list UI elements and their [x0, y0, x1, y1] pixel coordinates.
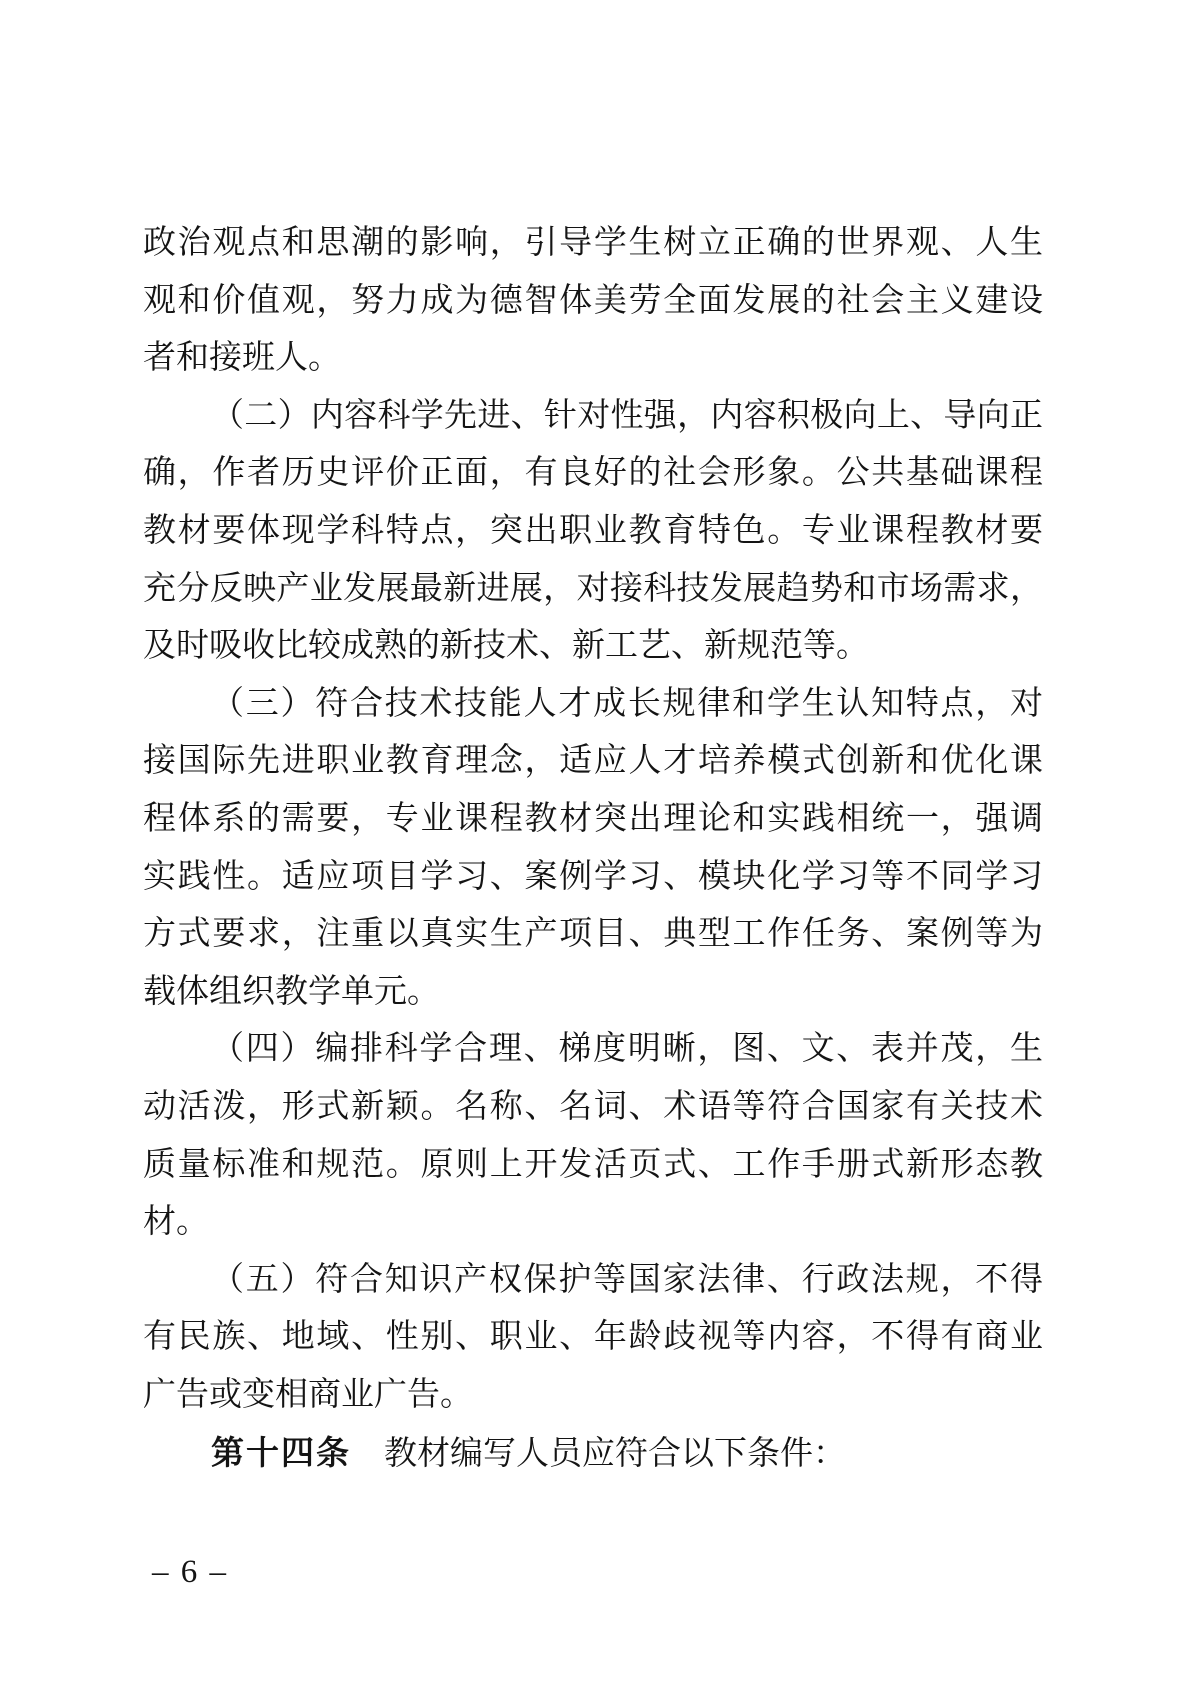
text-line-2: 观和价值观，努力成为德智体美劳全面发展的社会主义建设 [143, 282, 1043, 319]
text-line-19: （五）符合知识产权保护等国家法律、行政法规，不得 [211, 1261, 1043, 1298]
article-text: 教材编写人员应符合以下条件： [351, 1436, 846, 1473]
body-text [143, 215, 1043, 1482]
text-line-13: 方式要求，注重以真实生产项目、典型工作任务、案例等为 [143, 916, 1043, 953]
text-line-5: 确，作者历史评价正面，有良好的社会形象。公共基础课程 [143, 455, 1043, 492]
text-line-20: 有民族、地域、性别、职业、年龄歧视等内容，不得有商业 [143, 1319, 1043, 1356]
text-line-18: 材。 [143, 1204, 209, 1241]
text-line-1: 政治观点和思潮的影响，引导学生树立正确的世界观、人生 [143, 225, 1043, 261]
text-line-6: 教材要体现学科特点，突出职业教育特色。专业课程教材要 [143, 512, 1043, 549]
text-line-15: （四）编排科学合理、梯度明晰，图、文、表并茂，生 [211, 1031, 1043, 1068]
text-line-7: 充分反映产业发展最新进展，对接科技发展趋势和市场需求， [143, 570, 1043, 607]
text-line-4: （二）内容科学先进、针对性强，内容积极向上、导向正 [211, 397, 1043, 434]
text-line-12: 实践性。适应项目学习、案例学习、模块化学习等不同学习 [143, 858, 1043, 895]
text-line-8: 及时吸收比较成熟的新技术、新工艺、新规范等。 [143, 628, 869, 665]
page-number: – 6 – [152, 1554, 228, 1590]
text-line-21: 广告或变相商业广告。 [143, 1376, 473, 1413]
text-line-17: 质量标准和规范。原则上开发活页式、工作手册式新形态教 [143, 1146, 1043, 1183]
text-line-11: 程体系的需要，专业课程教材突出理论和实践相统一，强调 [143, 800, 1043, 837]
article-line [143, 1424, 1043, 1482]
text-line-9: （三）符合技术技能人才成长规律和学生认知特点，对 [211, 685, 1043, 722]
text-line-10: 接国际先进职业教育理念，适应人才培养模式创新和优化课 [143, 743, 1043, 780]
text-line-14: 载体组织教学单元。 [143, 973, 440, 1010]
text-line-16: 动活泼，形式新颖。名称、名词、术语等符合国家有关技术 [143, 1088, 1043, 1125]
text-line-3: 者和接班人。 [143, 340, 341, 377]
article-number-label: 第十四条 [211, 1434, 351, 1472]
